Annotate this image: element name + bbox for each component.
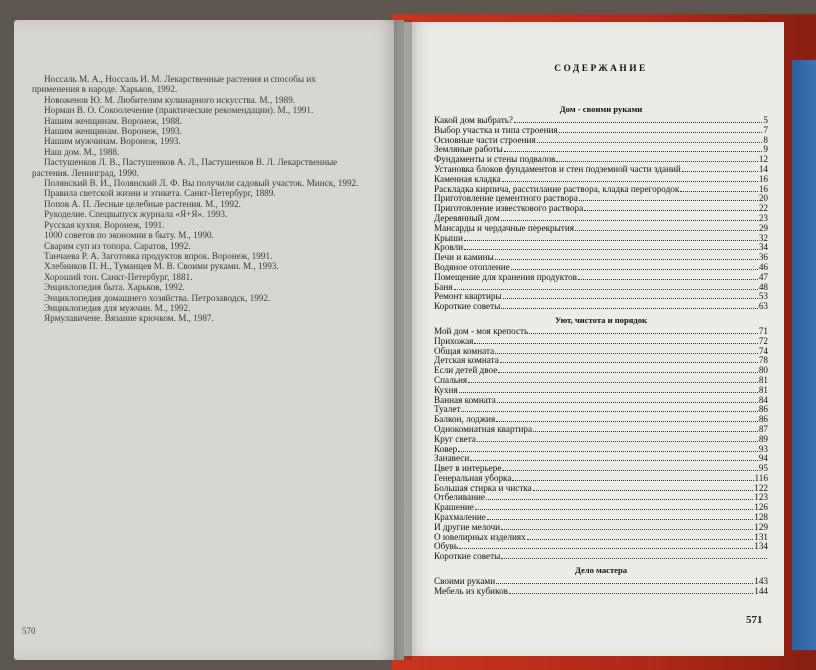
toc-entry-title: Каменная кладка xyxy=(434,173,501,184)
toc-dot-leader xyxy=(533,431,758,432)
toc-entry-page: 143 xyxy=(754,576,768,587)
toc-entry-title: Установка блоков фундаментов и стен подземной части зданий xyxy=(434,163,681,174)
toc-dot-leader xyxy=(486,499,753,500)
toc-entry-title: Печи и камины xyxy=(434,252,494,263)
toc-dot-leader xyxy=(497,402,758,403)
toc-entry-page: 84 xyxy=(758,394,768,405)
page-number-left: 570 xyxy=(22,626,36,636)
toc-entry-page: 7 xyxy=(763,124,768,135)
toc-entry-page: 29 xyxy=(758,222,768,233)
bibliography-entry: Ярмулавичене. Вязание крючком. М., 1987. xyxy=(44,313,214,324)
toc-entry-page: 48 xyxy=(758,281,768,292)
bibliography-entry: Носсаль М. А., Носсаль И. М. Лекарственные растения и способы их применения в народе. Харьков, 1992. xyxy=(32,74,316,95)
bibliography-entry: Русская кухня. Воронеж, 1991. xyxy=(44,219,165,230)
toc-dot-leader xyxy=(680,191,757,192)
toc-entry-title: Генеральная уборка xyxy=(434,472,512,483)
toc-entry-title: Ковер xyxy=(434,443,458,454)
toc-entry-title: Занавеси xyxy=(434,453,470,464)
table-of-contents xyxy=(434,64,768,597)
toc-entry-page: 34 xyxy=(758,242,768,253)
toc-dot-leader xyxy=(575,230,758,231)
toc-entry-title: Земляные работы xyxy=(434,144,503,155)
toc-entry-page: 78 xyxy=(758,355,768,366)
bibliography-entry: Энциклопедия домашнего хозяйства. Петрозаводск, 1992. xyxy=(44,292,271,303)
toc-entry-title: Раскладка кирпича, расстилание раствора, кладка перегородок xyxy=(434,183,680,194)
toc-dot-leader xyxy=(537,142,763,143)
toc-dot-leader xyxy=(500,362,758,363)
toc-entry-page: 9 xyxy=(763,144,768,155)
toc-dot-leader xyxy=(509,593,753,594)
toc-entry-title: Цвет в интерьере xyxy=(434,463,502,474)
toc-body xyxy=(434,104,768,597)
bibliography-entry: Пастушенков Л. В., Пастушенков А. Л., Пастушенков В. Л. Лекарственные растения. Ленинград, 1990. xyxy=(32,157,338,178)
toc-entry-title: Мансарды и чердачные перекрытия xyxy=(434,222,574,233)
toc-dot-leader xyxy=(502,181,758,182)
toc-entry-page: 5 xyxy=(763,115,768,125)
book-gutter xyxy=(394,20,412,660)
bibliography-entry: Хлебников П. Н., Туманцев М. В. Своими руками. М., 1993. xyxy=(44,261,279,272)
toc-entry-title: Круг света xyxy=(434,433,476,444)
toc-dot-leader xyxy=(496,583,753,584)
toc-entry-page: 94 xyxy=(758,453,768,464)
toc-entry-page: 93 xyxy=(758,443,768,454)
toc-entry xyxy=(434,425,768,435)
toc-entry-page: 53 xyxy=(758,291,768,302)
toc-dot-leader xyxy=(533,490,753,491)
toc-dot-leader xyxy=(487,519,753,520)
toc-entry-title: Водяное отопление xyxy=(434,261,510,272)
toc-dot-leader xyxy=(464,249,758,250)
toc-entry-title: Крашение xyxy=(434,502,474,513)
toc-entry-page: 74 xyxy=(758,345,768,356)
toc-entry-page: 87 xyxy=(758,423,768,434)
toc-dot-leader xyxy=(503,298,758,299)
toc-dot-leader xyxy=(511,269,758,270)
toc-entry xyxy=(434,376,768,386)
toc-dot-leader xyxy=(501,558,767,559)
toc-entry-title: Балкон, лоджия xyxy=(434,414,496,425)
toc-dot-leader xyxy=(454,289,758,290)
toc-entry-title: Кухня xyxy=(434,384,458,395)
toc-entry xyxy=(434,435,768,445)
toc-dot-leader xyxy=(514,122,762,123)
toc-title: СОДЕРЖАНИЕ xyxy=(554,64,648,74)
toc-dot-leader xyxy=(475,509,753,510)
toc-entry-title: Обувь xyxy=(434,541,459,552)
toc-entry-title: Фундаменты и стены подвалов xyxy=(434,154,556,165)
bibliography-entry: Новоженов Ю. М. Любителям кулинарного искусства. М., 1989. xyxy=(44,94,296,105)
toc-entry xyxy=(434,587,768,597)
toc-entry-page: 86 xyxy=(758,414,768,425)
toc-section-heading: Уют, чистота и порядок xyxy=(555,314,647,325)
toc-dot-leader xyxy=(682,171,758,172)
bibliography-entry: Хороший тон. Санкт-Петербург, 1881. xyxy=(44,271,193,282)
toc-dot-leader xyxy=(470,460,758,461)
toc-entry-page: 89 xyxy=(758,433,768,444)
bibliography-entry: Нашим женщинам. Воронеж, 1988. xyxy=(44,115,182,126)
toc-entry-page: 80 xyxy=(758,365,768,376)
bibliography-entry: Нашим мужчинам. Воронеж, 1993. xyxy=(44,136,181,147)
toc-entry xyxy=(434,327,768,337)
toc-entry-title: Выбор участка и типа строения xyxy=(434,124,558,135)
bibliography-entry: Норман В. О. Сокоолечение (практические рекомендации). М., 1991. xyxy=(44,105,314,116)
toc-dot-leader xyxy=(502,470,757,471)
toc-dot-leader xyxy=(464,240,758,241)
toc-dot-leader xyxy=(504,151,763,152)
bibliography-entry: Сварим суп из топора. Саратов, 1992. xyxy=(44,240,191,251)
toc-entry-page: 71 xyxy=(758,325,768,336)
toc-entry xyxy=(434,273,768,283)
toc-entry-page: 116 xyxy=(754,472,768,483)
toc-entry-title: Своими руками xyxy=(434,576,496,587)
toc-dot-leader xyxy=(495,259,758,260)
toc-entry-title: Ремонт квартиры xyxy=(434,291,502,302)
toc-entry-title: Приготовление цементного раствора xyxy=(434,193,578,204)
toc-entry-title: Детская комната xyxy=(434,355,499,366)
toc-entry-title: Короткие советы xyxy=(434,301,501,312)
toc-dot-leader xyxy=(578,279,758,280)
toc-section-heading: Дом - своими руками xyxy=(559,104,643,114)
toc-dot-leader xyxy=(559,132,763,133)
toc-dot-leader xyxy=(468,382,758,383)
toc-dot-leader xyxy=(584,210,758,211)
toc-dot-leader xyxy=(501,529,753,530)
toc-entry-title: Отбеливание xyxy=(434,492,485,503)
toc-dot-leader xyxy=(495,353,758,354)
toc-entry-page: 72 xyxy=(758,335,768,346)
toc-entry-title: Ванная комната xyxy=(434,394,496,405)
toc-entry-page: 95 xyxy=(758,463,768,474)
bibliography-entry: Танчаева Р. А. Заготовка продуктов впрок. Воронеж, 1991. xyxy=(44,250,273,261)
toc-entry xyxy=(434,533,768,543)
toc-entry-page: 16 xyxy=(758,183,768,194)
toc-dot-leader xyxy=(512,480,753,481)
toc-entry xyxy=(434,234,768,244)
toc-entry-page: 123 xyxy=(754,492,768,503)
toc-dot-leader xyxy=(459,392,758,393)
toc-entry-page: 8 xyxy=(763,134,768,145)
toc-entry-page: 131 xyxy=(754,531,768,542)
toc-entry-title: Основные части строения xyxy=(434,134,536,145)
toc-entry-title: О ювелирных изделиях xyxy=(434,531,526,542)
toc-entry xyxy=(434,396,768,406)
toc-dot-leader xyxy=(474,343,757,344)
toc-entry-page: 126 xyxy=(754,502,768,513)
toc-entry-page: 63 xyxy=(758,301,768,312)
toc-entry-title: Мебель из кубиков xyxy=(434,585,508,596)
toc-entry-title: Короткие советы xyxy=(434,551,501,562)
toc-entry-page: 22 xyxy=(758,203,768,214)
toc-dot-leader xyxy=(556,161,757,162)
toc-dot-leader xyxy=(527,539,754,540)
bibliography-entry: Энциклопедия быта. Харьков, 1992. xyxy=(44,282,185,293)
bibliography-entry: 1000 советов по экономии в быту. М., 1990. xyxy=(44,230,214,241)
toc-dot-leader xyxy=(501,220,758,221)
toc-entry-page: 23 xyxy=(758,212,768,223)
bibliography-entry: Попов А. П. Лесные целебные растения. М., 1992. xyxy=(44,198,241,209)
toc-entry-page: 128 xyxy=(754,512,768,523)
bibliography-list xyxy=(32,74,362,324)
toc-entry-page: 129 xyxy=(754,521,768,532)
toc-entry-title: Кровли xyxy=(434,242,464,253)
toc-entry-title: Крахмаление xyxy=(434,512,486,523)
toc-entry xyxy=(434,366,768,376)
toc-entry xyxy=(434,224,768,234)
toc-entry-page: 12 xyxy=(758,154,768,165)
bibliography-entry: Нашим женщинам. Воронеж, 1993. xyxy=(44,126,182,137)
toc-entry xyxy=(434,445,768,455)
bibliography-entry: Наш дом. М., 1988. xyxy=(44,146,120,157)
toc-section-heading: Дело мастера xyxy=(574,565,628,576)
toc-entry-title: Спальня xyxy=(434,374,468,385)
toc-entry-page: 144 xyxy=(754,585,768,596)
toc-dot-leader xyxy=(459,548,753,549)
toc-entry-page: 122 xyxy=(754,482,768,493)
toc-entry-title: Общая комната xyxy=(434,345,495,356)
toc-entry xyxy=(434,302,768,312)
toc-entry-page: 81 xyxy=(758,374,768,385)
toc-dot-leader xyxy=(501,308,757,309)
toc-dot-leader xyxy=(496,421,758,422)
toc-entry-title: Мой дом - моя крепость xyxy=(434,325,529,336)
toc-entry-title: Большая стирка и чистка xyxy=(434,482,532,493)
toc-entry-page: 20 xyxy=(758,193,768,204)
toc-dot-leader xyxy=(498,372,758,373)
toc-entry-title: Деревянный дом xyxy=(434,212,500,223)
toc-entry-page: 86 xyxy=(758,404,768,415)
bibliography-entry: Полянский В. И., Полянский Л. Ф. Вы получили садовый участок. Минск, 1992. xyxy=(44,178,359,189)
toc-entry-page: 14 xyxy=(758,163,768,174)
toc-dot-leader xyxy=(461,411,757,412)
toc-entry-title: Если детей двое xyxy=(434,365,498,376)
toc-entry-title: Помещение для хранения продуктов xyxy=(434,271,577,282)
toc-entry-title: Прихожая xyxy=(434,335,474,346)
toc-entry-page: 81 xyxy=(758,384,768,395)
bibliography-entry: Энциклопедия для мужчин. М., 1992. xyxy=(44,302,191,313)
toc-entry-page: 46 xyxy=(758,261,768,272)
toc-dot-leader xyxy=(477,441,758,442)
toc-entry-page: 36 xyxy=(758,252,768,263)
toc-dot-leader xyxy=(458,451,758,452)
toc-entry-page: 47 xyxy=(758,271,768,282)
toc-entry-title: Туалет xyxy=(434,404,461,415)
toc-entry-page: 134 xyxy=(754,541,768,552)
page-number-right: 571 xyxy=(746,614,763,626)
toc-dot-leader xyxy=(529,333,758,334)
toc-entry-title: Однокомнатная квартира xyxy=(434,423,533,434)
toc-entry-title: Приготовление известкового раствора xyxy=(434,203,584,214)
toc-dot-leader xyxy=(579,200,758,201)
toc-entry-title: Крыши xyxy=(434,232,463,243)
toc-entry-title: Баня xyxy=(434,281,453,292)
book-spine-blue xyxy=(792,60,816,650)
toc-entry-title: Какой дом выбрать? xyxy=(434,115,513,125)
bibliography-entry: Рукоделие. Спецвыпуск журнала «Я+Я». 1993. xyxy=(44,209,228,220)
toc-entry xyxy=(434,552,768,562)
toc-entry xyxy=(434,493,768,503)
toc-entry-page: 32 xyxy=(758,232,768,243)
bibliography-entry: Правила светской жизни и этикета. Санкт-Петербург, 1889. xyxy=(44,188,276,199)
toc-entry-page: 16 xyxy=(758,173,768,184)
toc-entry-title: И другие мелочи xyxy=(434,521,501,532)
